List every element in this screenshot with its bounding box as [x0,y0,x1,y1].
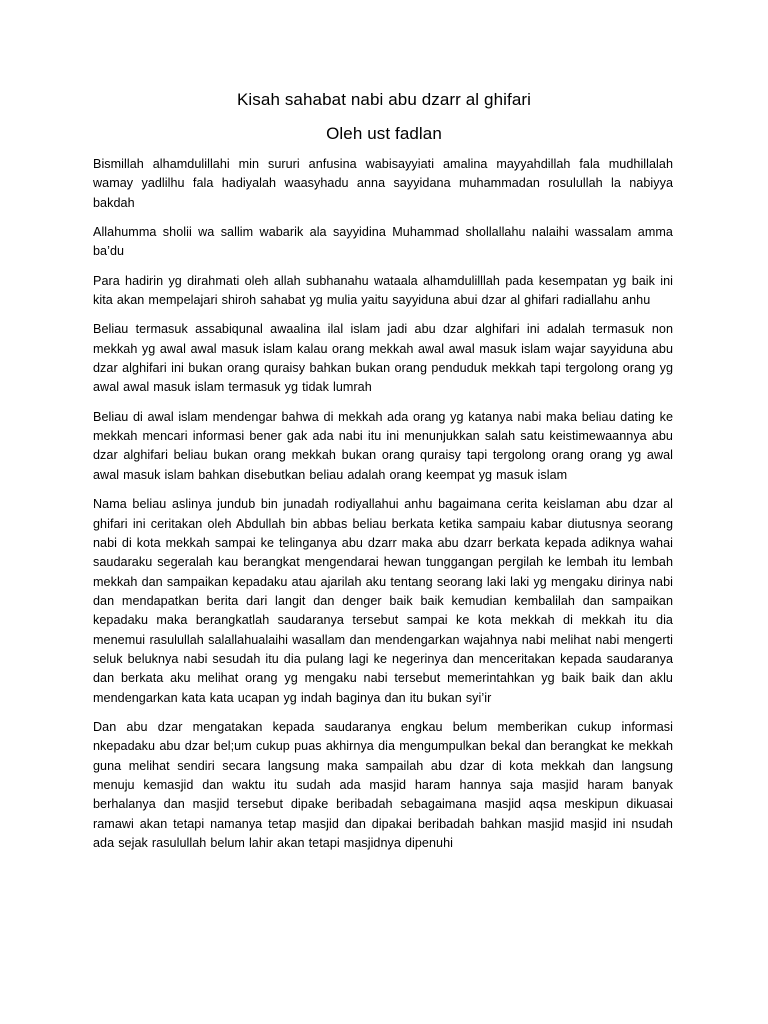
paragraph-coming-to-mecca: Beliau di awal islam mendengar bahwa di mekkah ada orang yg katanya nabi maka beliau dating ke mekkah mencari informasi bener gak ada nabi itu ini menunjukkan salah satu keistimewaannya abu dzar alghifari beliau bukan orang mekkah bukan orang quraisy tapi tergolong orang orang yg awal awal masuk islam bahkan disebutkan beliau adalah orang keempat yg masuk islam [93,409,673,482]
paragraph-introduction: Para hadirin yg dirahmati oleh allah subhanahu wataala alhamdulilllah pada kesempatan yg baik ini kita akan mempelajari shiroh sahabat yg mulia yaitu sayyiduna abui dzar al ghifari radiallahu anhu [93,273,673,308]
paragraph-early-muslim: Beliau termasuk assabiqunal awaalina ilal islam jadi abu dzar alghifari ini adalah termasuk non mekkah yg awal awal masuk islam kalau orang mekkah awal awal masuk islam wajar sayyiduna abu dzar alghifari ini bukan orang quraisy bahkan bukan orang penduduk mekkah tapi tergolong orang yg awal awal masuk islam termasuk yg tidak lumrah [93,322,673,395]
paragraph-journey-to-masjid: Dan abu dzar mengatakan kepada saudaranya engkau belum memberikan cukup informasi nkepadaku abu dzar bel;um cukup puas akhirnya dia mengumpulkan bekal dan berangkat ke mekkah guna melihat sendiri secara langsung maka sampailah abu dzar di kota mekkah dan langsung menuju kemasjid dan waktu itu sudah ada masjid haram hannya saja masjid haram banyak berhalanya dan masjid tersebut dipake beribadah sebagaimana masjid aqsa meskipun dikuasai ramawi akan tetapi namanya tetap masjid dan dipakai beribadah bahkan masjid masjid ini nsudah ada sejak rasulullah belum lahir akan tetapi masjidnya dipenuhi [93,719,673,850]
paragraph-opening-prayer: Bismillah alhamdulillahi min sururi anfusina wabisayyiati amalina mayyahdillah fala mudhillalah wamay yadlilhu fala hadiyalah waasyhadu anna sayyidana muhammadan rosulullah la nabiyya bakdah [93,157,673,210]
document-body [93,155,673,863]
paragraph-name-and-story: Nama beliau aslinya jundub bin junadah rodiyallahui anhu bagaimana cerita keislaman abu dzar al ghifari ini ceritakan oleh Abdullah bin abbas beliau berkata ketika sampaiu kabar diutusnya seorang nabi di kota mekkah sampai ke telinganya abu dzarr maka abu dzarr berkata kepada adiknya wahai saudaraku segeralah kau berangkat mengendarai hewan tunggangan pergilah ke lembah itu lembah mekkah dan sampaikan kepadaku atau ajarilah aku tentang seorang laki laki yg mengaku dirinya nabi dan mendapatkan berita dari langit dan denger baik baik kemudian kembalilah dan sampaikan kepadaku maka berangkatlah saudaranya tersebut sampai ke kota mekkah di mekkah itu dia menemui rasulullah salallahualaihi wasallam dan mendengarkan wajahnya nabi melihat nabi mengerti seluk beluknya nabi sesudah itu dia pulang lagi ke negerinya dan menceritakan kepada saudaranya dan berkata aku melihat orang yg mengaku nabi tersebut memerintahkan yg baik baik dan aklu mendengarkan kata kata ucapan yg indah baginya dan itu bukan syi’ir [93,497,673,705]
paragraph-salawat: Allahumma sholii wa sallim wabarik ala sayyidina Muhammad shollallahu nalaihi wassalam amma ba’du [93,225,673,259]
document-title: Kisah sahabat nabi abu dzarr al ghifari [236,90,532,109]
document-author: Oleh ust fadlan [326,124,442,143]
